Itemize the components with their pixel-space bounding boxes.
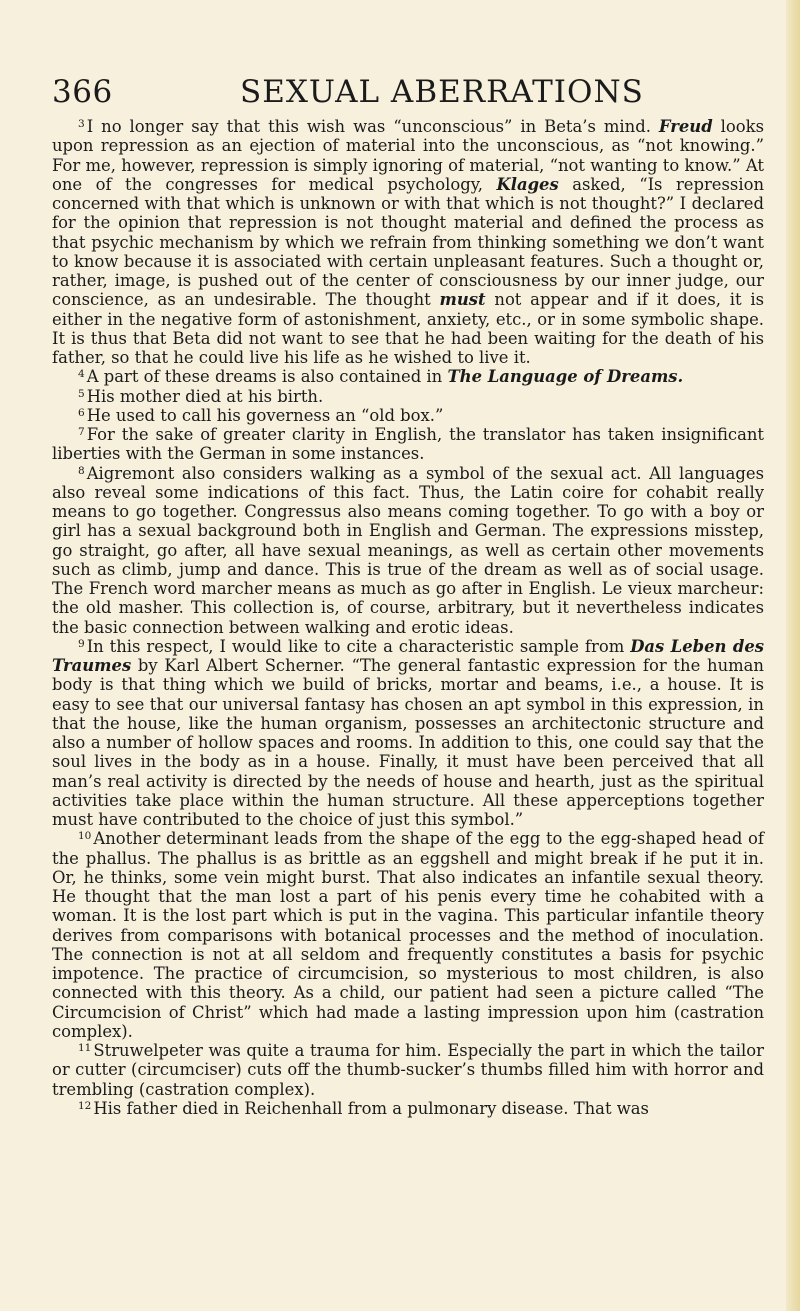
footnote-text: For the sake of greater clarity in English, the translator has taken insignificant liberties with the German in some instances. [52, 425, 764, 464]
footnote-9 [52, 637, 764, 830]
page-header [0, 72, 800, 112]
italic-text: Das Leben des Traumes [52, 636, 764, 675]
footnote-number: 5 [78, 387, 85, 400]
footnote-5 [52, 387, 764, 406]
footnote-number: 11 [78, 1042, 92, 1054]
footnote-3 [52, 117, 764, 367]
footnote-text: Aigremont also considers walking as a symbol of the sexual act. All languages also reveal some indications of this fact. Thus, the Latin coire for cohabit really means to go together. Congressus also means coming together. To go with a boy or girl has a sexual background both in English and German. The expressions misstep, go straight, go after, all have sexual meanings, as well as certain other movements such as climb, jump and dance. This is true of the dream as well as of social usage. The French word marcher means as much as go after in English. Le vieux marcheur: the old masher. This collection is, of course, arbitrary, but it nevertheless indicates the basic connection between walking and erotic ideas. [52, 463, 764, 637]
footnote-11 [52, 1041, 764, 1099]
footnote-text: He used to call his governess an “old box.” [86, 405, 444, 425]
footnotes-section [52, 117, 764, 1118]
footnote-text: His father died in Reichenhall from a pulmonary disease. That was [93, 1098, 649, 1118]
footnote-number: 4 [78, 368, 85, 381]
footnote-number: 10 [78, 830, 92, 843]
italic-text: Klages [496, 174, 559, 194]
page-edge [786, 0, 800, 1311]
footnote-text: His mother died at his birth. [86, 386, 324, 406]
footnote-number: 7 [78, 426, 85, 438]
footnote-10 [52, 829, 764, 1041]
footnote-number: 3 [78, 118, 85, 130]
footnote-text: looks upon repression as an ejection of material into the unconscious, as “not knowing.” For me, however, repression is simply ignoring of material, “not wanting to know.” At one of the congresses for medical psychology, [52, 117, 764, 194]
footnote-6 [52, 406, 764, 425]
footnote-text: by Karl Albert Scherner. “The general fantastic expression for the human body is that thing which we build of bricks, mortar and beams, i.e., a house. It is easy to see that our universal fantasy has chosen an apt symbol in this expression, in that the house, like the human organism, possesses an architectonic structure and also a number of hollow spaces and rooms. In addition to this, one could say that the soul lives in the body as in a house. Finally, it must have been perceived that all man’s real activity is directed by the needs of house and hearth, just as the spiritual activities take place within the human structure. All these apperceptions together must have contributed to the choice of just this symbol.” [52, 656, 764, 829]
footnote-8 [52, 464, 764, 637]
footnote-number: 8 [78, 464, 85, 477]
running-head: SEXUAL ABERRATIONS [240, 74, 644, 110]
italic-text: must [439, 290, 486, 310]
footnote-text: not appear and if it does, it is either in the negative form of astonishment, anxiety, etc., or in some symbolic shape. It is thus that Beta did not want to see that he had been waiting for the death of his father, so that he could live his life as he wished to live it. [52, 290, 764, 367]
footnote-text: I no longer say that this wish was “unconscious” in Beta’s mind. [86, 117, 659, 136]
footnote-4 [52, 367, 764, 386]
footnote-text: asked, “Is repression concerned with that which is unknown or with that which is not thought?” I declared for the opinion that repression is not thought material and defined the process as that psychic mechanism by which we refrain from thinking something we don’t want to know because it is associated with certain unpleasant features. Such a thought or, rather, image, is pushed out of the center of consciousness by our inner judge, our conscience, as an undesirable. The thought [52, 174, 764, 310]
italic-text: Freud [658, 117, 713, 136]
footnote-text: Another determinant leads from the shape of the egg to the egg-shaped head of the phallus. The phallus is as brittle as an eggshell and might break if he put it in. Or, he thinks, some vein might burst. That also indicates an infantile sexual theory. He thought that the man lost a part of his penis every time he cohabited with a woman. It is the lost part which is put in the vagina. This particular infantile theory derives from comparisons with botanical processes and the method of inoculation. The connection is not at all seldom and frequently constitutes a basis for psychic impotence. The practice of circumcision, so mysterious to most children, is also connected with this theory. As a child, our patient had seen a picture called “The Circumcision of Christ” which had made a lasting impression upon him (castration complex). [52, 829, 764, 1041]
italic-text: The Language of Dreams. [447, 367, 684, 387]
footnote-text: A part of these dreams is also contained in [86, 367, 448, 387]
footnote-12 [52, 1099, 764, 1118]
footnote-text: In this respect, I would like to cite a characteristic sample from [86, 636, 631, 656]
footnote-number: 9 [78, 637, 85, 650]
footnote-number: 6 [78, 406, 85, 419]
footnote-7 [52, 425, 764, 464]
page-number: 366 [52, 74, 113, 110]
footnote-text: Struwelpeter was quite a trauma for him. Especially the part in which the tailor or cutter (circumciser) cuts off the thumb-sucker’s thumbs filled him with horror and trembling (castration complex). [52, 1041, 764, 1099]
footnote-number: 12 [78, 1099, 92, 1112]
